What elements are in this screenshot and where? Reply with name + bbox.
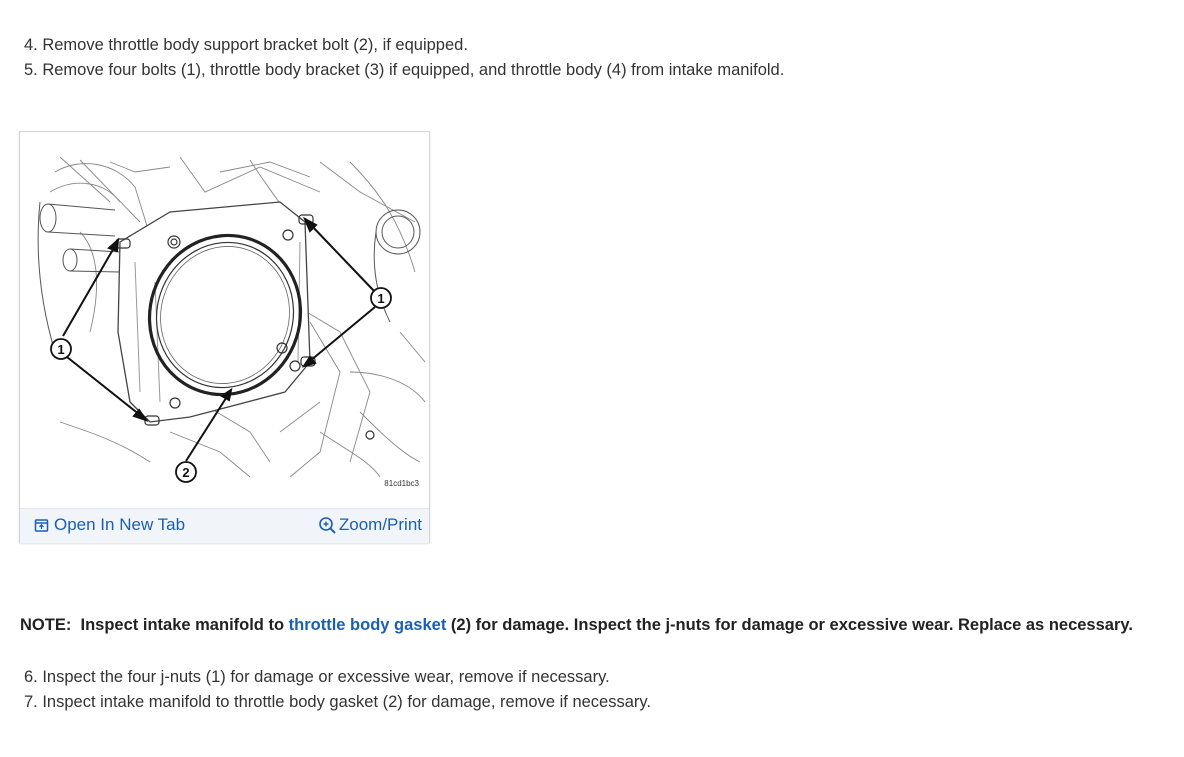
- callout-1-right: [371, 288, 391, 308]
- throttle-body-illustration: [20, 132, 429, 508]
- step-6: 6. Inspect the four j-nuts (1) for damage or excessive wear, remove if necessary.: [24, 668, 610, 686]
- svg-text:1: 1: [377, 291, 385, 306]
- svg-text:1: 1: [57, 342, 65, 357]
- open-in-new-tab-label: Open In New Tab: [54, 515, 186, 534]
- procedure-steps-bottom: [24, 665, 651, 715]
- note-text-after: (2) for damage. Inspect the j-nuts for damage or excessive wear. Replace as necessary.: [450, 616, 1133, 634]
- step-4: 4. Remove throttle body support bracket bolt (2), if equipped.: [24, 36, 468, 54]
- open-in-new-tab-icon: [34, 518, 49, 533]
- note-text-before: Inspect intake manifold to: [80, 616, 285, 634]
- zoom-print-label: Zoom/Print: [338, 515, 422, 534]
- note-paragraph: [20, 616, 1170, 635]
- step-5: 5. Remove four bolts (1), throttle body bracket (3) if equipped, and throttle body (4) from intake manifold.: [24, 61, 785, 79]
- zoom-print-link[interactable]: [318, 515, 422, 535]
- image-code: 81cd1bc3: [384, 479, 419, 488]
- throttle-body-gasket-link[interactable]: throttle body gasket: [288, 616, 447, 634]
- procedure-steps-top: [24, 33, 784, 83]
- zoom-in-icon: [318, 516, 337, 535]
- note-prefix: NOTE:: [20, 616, 72, 634]
- step-7: 7. Inspect intake manifold to throttle body gasket (2) for damage, remove if necessary.: [24, 693, 652, 711]
- open-in-new-tab-link[interactable]: [34, 515, 185, 535]
- callout-1-left: [51, 339, 71, 359]
- callout-2: [176, 462, 196, 482]
- svg-text:2: 2: [182, 465, 190, 480]
- figure-toolbar: [20, 508, 429, 543]
- figure-card: [19, 131, 430, 543]
